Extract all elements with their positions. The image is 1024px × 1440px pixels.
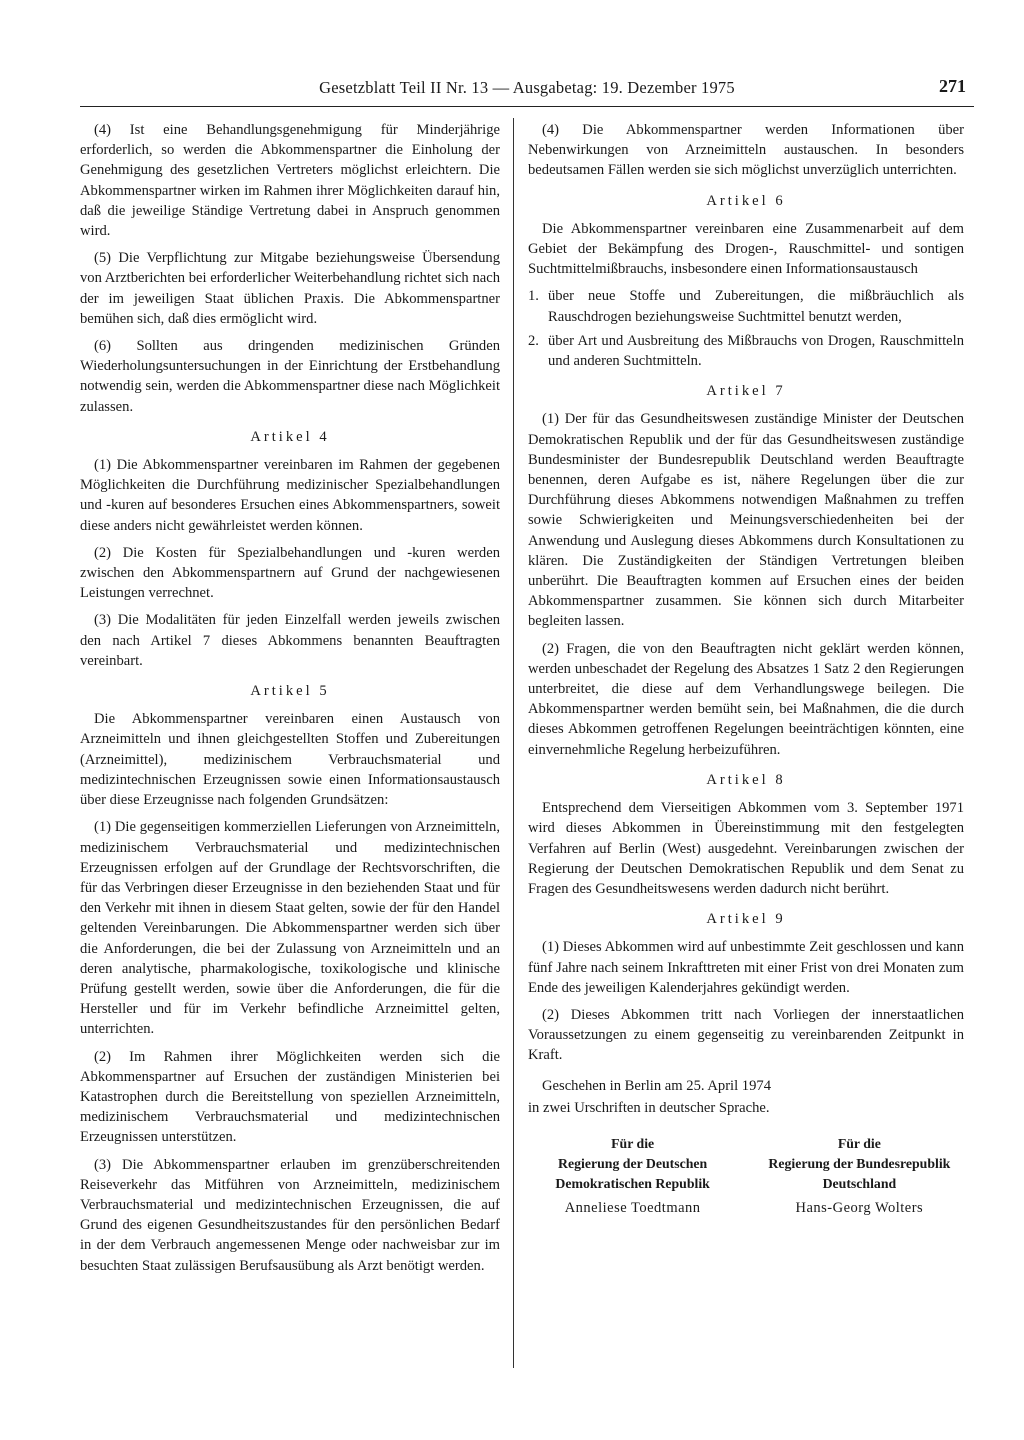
article-9-paragraph-1: (1) Dieses Abkommen wird auf unbestimmte Zeit geschlossen und kann fünf Jahre nach seinem Inkrafttreten mit einer Frist von drei Monaten zum Ende des jeweiligen Kalenderjahres gekündigt werden. [528,939,964,996]
signature-heading-line: Regierung der Deutschen [558,1155,708,1171]
article-4-paragraph-2: (2) Die Kosten für Spezialbehandlungen und -kuren werden zwischen den Abkommenspartnern auf Grund der nachgewiesenen Leistungen verrechnet. [80,544,500,602]
signature-block [528,1134,964,1218]
article-5-heading: Artikel 5 [250,683,330,700]
list-item [528,331,964,371]
article-5-paragraph-4: (4) Die Abkommenspartner werden Informationen über Nebenwirkungen von Arzneimitteln austauschen. In besonders bedeutsamen Fällen werden sie sich möglichst unverzüglich unterrichten. [528,122,964,179]
signature-heading-line: Regierung der Bundesrepublik [768,1155,951,1171]
article-8-paragraph: Entsprechend dem Vierseitigen Abkommen vom 3. September 1971 wird dieses Abkommen in Übereinstimmung mit den festgelegten Verfahren auf Berlin (West) ausgedehnt. Vereinbarungen zwischen der Regierung der Deutschen Demokratischen Republik und dem Senat zu Fragen des Gesundheitswesens werden dadurch nicht berührt. [528,800,964,897]
article-5-paragraph-3: (3) Die Abkommenspartner erlauben im grenzüberschreitenden Reiseverkehr das Mitführen von Arzneimitteln, medizinischem Verbrauchsmaterial und medizintechnischen Erzeugnissen, die auf Grund des eigenen Gesundheitszustandes für den persönlichen Bedarf in der dem Verbrauch angemessenen Menge oder nachweisbar zur im besuchten Staat zulässigen Berufsausübung als Arzt benötigt werden. [80,1156,500,1274]
signature-heading-line: Für die [611,1135,655,1151]
left-column [80,120,500,1283]
article-4-paragraph-3: (3) Die Modalitäten für jeden Einzelfall werden jeweils zwischen den nach Artikel 7 dieses Abkommens benannten Beauftragten vereinbart. [80,612,500,669]
paragraph-6: (6) Sollten aus dringenden medizinischen Gründen Wiederholungsuntersuchungen in der Einrichtung der Erstbehandlung notwendig sein, werden die Abkommenspartner diese nach Möglichkeit zulassen. [80,338,500,415]
signatory-name: Hans-Georg Wolters [795,1199,924,1216]
article-6-heading: Artikel 6 [706,192,786,209]
article-5-paragraph-1: (1) Die gegenseitigen kommerziellen Lieferungen von Arzneimitteln, medizinischem Verbrauchsmaterial und medizintechnischen Erzeugnissen erfolgen auf der Grundlage der Rechtsvorschriften, die für das Verbringen dieser Erzeugnisse in den beziehenden Staat und für den Verkehr mit ihnen in diesem Staat gelten, sowie der für den Handel geltenden Vereinbarungen. Die Abkommenspartner werden sich über die Anforderungen, die bei der Zulassung von Arzneimitteln und an deren analytische, pharmakologische, toxikologische und klinische Prüfung gestellt werden, sowie über die Anforderungen, die für die Hersteller und für im Verkehr befindliche Arzneimittel gelten, unterrichten. [80,819,500,1038]
article-6-list [528,286,964,371]
list-item-number: 2. [528,332,539,349]
signature-heading-line: Deutschland [822,1175,897,1191]
signatory-name: Anneliese Toedtmann [564,1199,701,1216]
column-divider [513,118,514,1368]
page-header [80,76,974,107]
article-5-paragraph-2: (2) Im Rahmen ihrer Möglichkeiten werden sich die Abkommenspartner auf Ersuchen der zuständigen Ministerien bei Katastrophen durch die Bereitstellung von speziellen Arzneimitteln, medizinischem Verbrauchsmaterial und medizintechnischen Erzeugnissen unterstützen. [80,1048,500,1146]
signature-heading-line: Demokratischen Republik [555,1175,710,1191]
paragraph-4: (4) Ist eine Behandlungsgenehmigung für Minderjährige erforderlich, so werden die Abkommenspartner die Einholung der Genehmigung des gesetzlichen Vertreters möglichst erleichtern. Die Abkommenspartner wirken im Rahmen ihrer Möglichkeiten darauf hin, daß die jeweilige Ständige Vertretung dabei in Anspruch genommen wird. [80,122,500,240]
paragraph-5: (5) Die Verpflichtung zur Mitgabe beziehungsweise Übersendung von Arztberichten bei erforderlicher Weiterbehandlung richtet sich nach der im jeweiligen Staat üblichen Praxis. Die Abkommenspartner bemühen sich, daß dies ermöglicht wird. [80,250,500,327]
list-item-number: 1. [528,288,539,305]
closing-copies: in zwei Urschriften in deutscher Sprache. [528,1099,770,1116]
list-item-text: über neue Stoffe und Zubereitungen, die mißbräuchlich als Rauschdrogen beziehungsweise Suchtmittel benutzt werden, [548,288,964,325]
closing-place-date: Geschehen in Berlin am 25. April 1974 [542,1077,771,1094]
header-title: Gesetzblatt Teil II Nr. 13 — Ausgabetag: 19. Dezember 1975 [319,78,735,97]
list-item [528,286,964,326]
signature-heading-line: Für die [837,1135,881,1151]
article-4-heading: Artikel 4 [250,428,330,445]
signature-gdr [528,1134,737,1218]
list-item-text: über Art und Ausbreitung des Mißbrauchs von Drogen, Rauschmitteln und anderen Suchtmitteln. [548,332,964,370]
article-7-paragraph-1: (1) Der für das Gesundheitswesen zuständige Minister der Deutschen Demokratischen Republik und der für das Gesundheitswesen zuständige Bundesminister der Bundesrepublik Deutschland werden Beauftragte benennen, deren Aufgabe es ist, nähere Regelungen über die zur Durchführung dieses Abkommens notwendigen Maßnahmen zu treffen sowie Schwierigkeiten und Meinungsverschiedenheiten bei der Anwendung und Auslegung dieses Abkommens durch Konsultationen zu klären. Die Zuständigkeiten der Ständigen Vertretungen bleiben unberührt. Die Beauftragten kommen auf Ersuchen eines der beiden Abkommenspartner zusammen. Sie können sich durch Mitarbeiter begleiten lassen. [528,411,964,630]
signature-frg [755,1134,964,1218]
article-9-heading: Artikel 9 [706,911,786,928]
article-9-paragraph-2: (2) Dieses Abkommen tritt nach Vorliegen der innerstaatlichen Voraussetzungen zu einem gegenseitig zu vereinbarenden Zeitpunkt in Kraft. [528,1006,964,1064]
article-7-paragraph-2: (2) Fragen, die von den Beauftragten nicht geklärt werden können, werden unbeschadet der Regelung des Absatzes 1 Satz 2 den Regierungen unterbreitet, die diese auf dem Verhandlungswege beilegen. Die Abkommenspartner werden bemüht sein, bei Maßnahmen, die die durch dieses Abkommen getroffenen Regelungen beeinträchtigen könnten, eine einvernehmliche Regelung herbeizuführen. [528,640,964,758]
article-6-intro: Die Abkommenspartner vereinbaren eine Zusammenarbeit auf dem Gebiet der Bekämpfung des Drogen-, Rauschmittel- und sontigen Suchtmittelmißbrauchs, insbesondere einen Informationsaustausch [528,220,964,278]
article-5-intro: Die Abkommenspartner vereinbaren einen Austausch von Arzneimitteln und ihnen gleichgestellten Stoffen und Zubereitungen (Arzneimittel), medizinischem Verbrauchsmaterial und medizintechnischen Erzeugnissen sowie einen Informationsaustausch über diese Erzeugnisse nach folgenden Grundsätzen: [80,711,500,809]
page-number: 271 [939,76,966,96]
right-column [528,120,964,1218]
article-4-paragraph-1: (1) Die Abkommenspartner vereinbaren im Rahmen der gegebenen Möglichkeiten die Durchführung medizinischer Spezialbehandlungen und -kuren auf besonderes Ersuchen eines Abkommenspartners, soweit diese anders nicht gewährleistet werden können. [80,457,500,534]
article-8-heading: Artikel 8 [706,771,786,788]
article-7-heading: Artikel 7 [706,383,786,400]
